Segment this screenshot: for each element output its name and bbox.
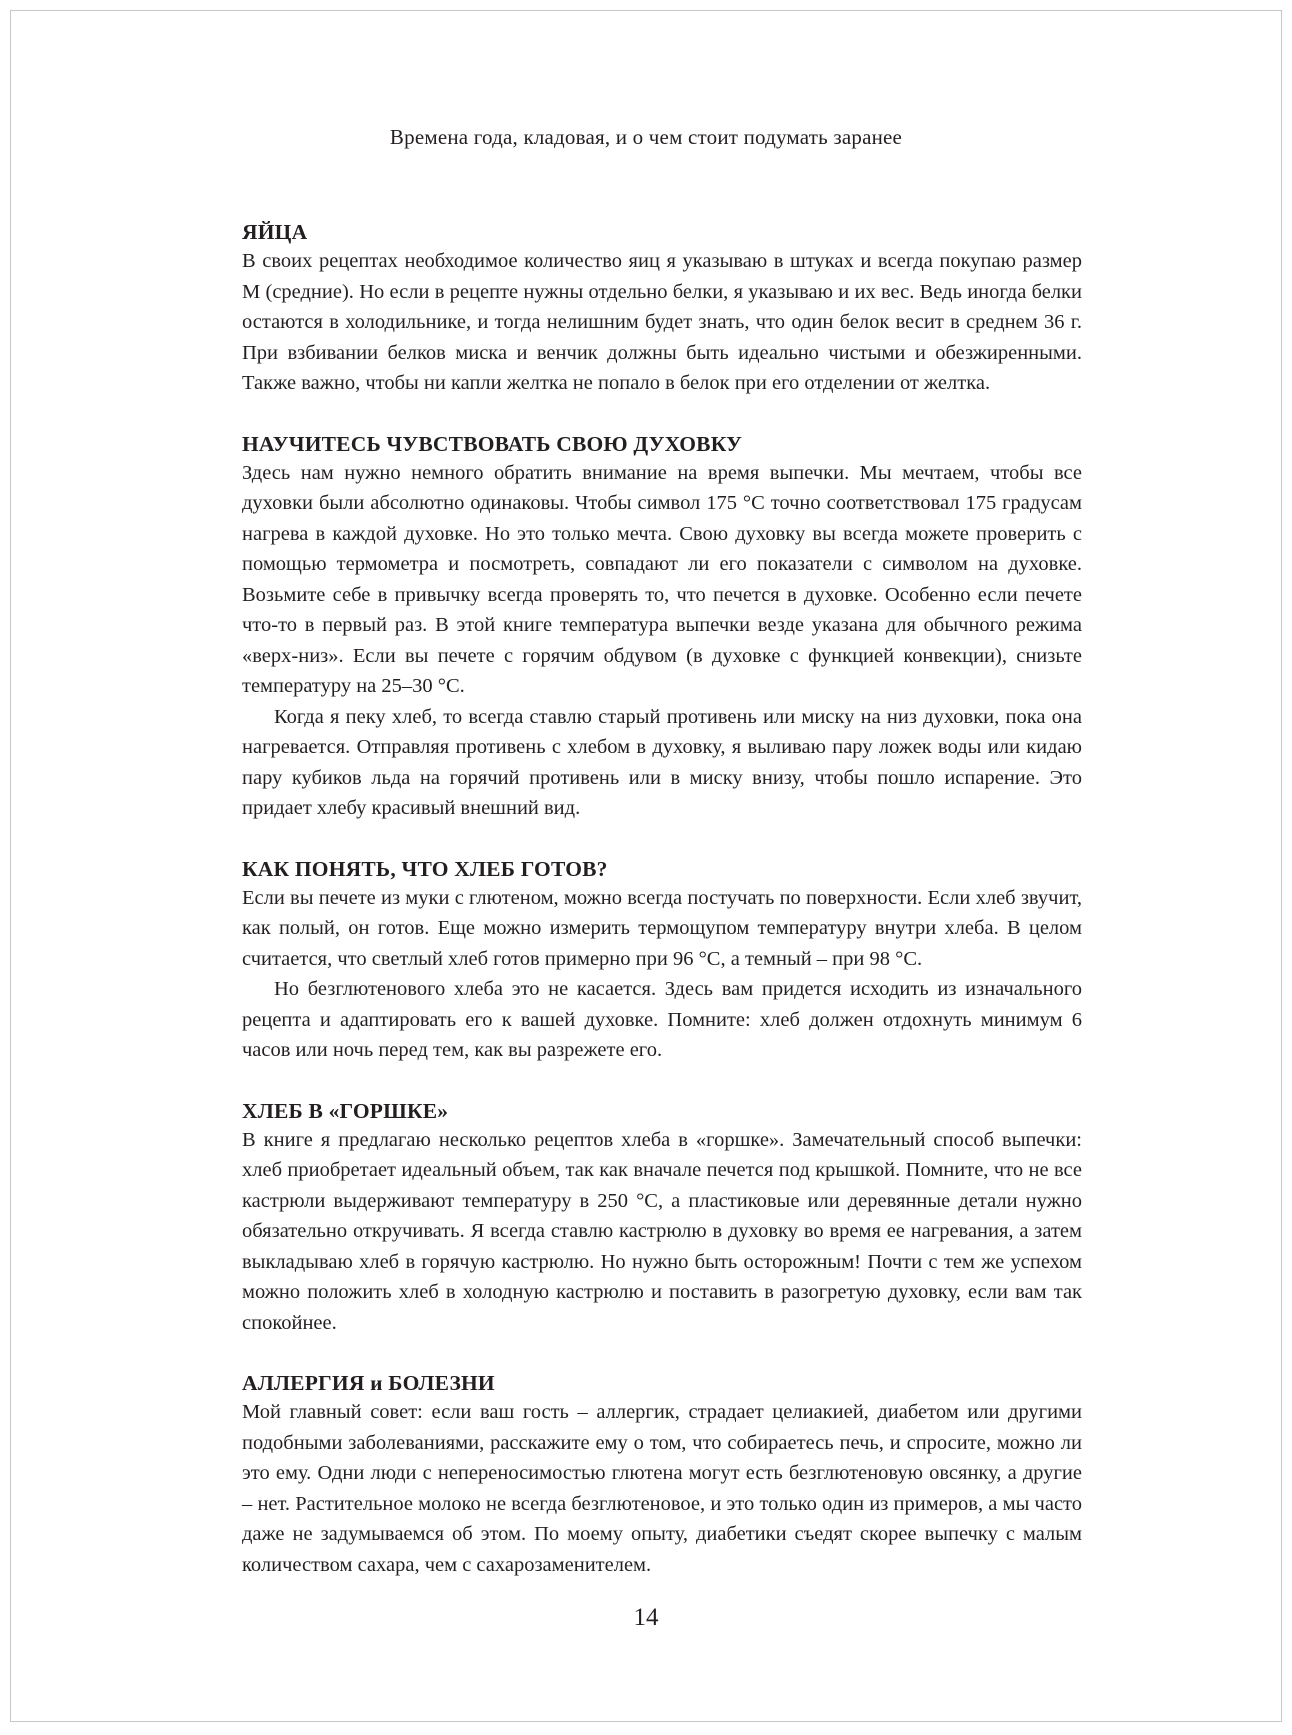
section-allergies bbox=[242, 1369, 1082, 1580]
section-heading: КАК ПОНЯТЬ, ЧТО ХЛЕБ ГОТОВ? bbox=[242, 856, 608, 881]
paragraph: Когда я пеку хлеб, то всегда ставлю старый противень или миску на низ духовки, пока она нагревается. Отправляя противень с хлебом в духовку, я выливаю пару ложек воды или кидаю пару кубиков льда на горячий противень или в миску внизу, чтобы пошло испарение. Это придает хлебу красивый внешний вид. bbox=[242, 705, 1082, 819]
section-heading: АЛЛЕРГИЯ и БОЛЕЗНИ bbox=[242, 1371, 495, 1395]
section-heading: ЯЙЦА bbox=[242, 220, 308, 244]
section-pot-bread bbox=[242, 1097, 1082, 1339]
section-heading: ХЛЕБ В «ГОРШКЕ» bbox=[242, 1098, 449, 1123]
section-heading: НАУЧИТЕСЬ ЧУВСТВОВАТЬ СВОЮ ДУХОВКУ bbox=[242, 431, 743, 456]
paragraph: Здесь нам нужно немного обратить внимание на время выпечки. Мы мечтаем, чтобы все духовки были абсолютно одинаковы. Чтобы символ 175 °C точно соответствовал 175 градусам нагрева в каждой духовке. Но это только мечта. Свою духовку вы всегда можете проверить с помощью термометра и посмотреть, совпадают ли его показатели с символом на духовке. Возьмите себе в привычку всегда проверять то, что печется в духовке. Особенно если печете что-то в первый раз. В этой книге температура выпечки везде указана для обычного режима «верх-низ». Если вы печете с горячим обдувом (в духовке с функцией конвекции), снизьте температуру на 25–30 °C. bbox=[242, 461, 1082, 697]
section-eggs bbox=[242, 218, 1082, 399]
page-body bbox=[242, 218, 1082, 1611]
paragraph: Мой главный совет: если ваш гость – аллергик, страдает целиакией, диабетом или другими подобными заболеваниями, расскажите ему о том, что собираетесь печь, и спросите, можно ли это ему. Одни люди с непереносимостью глютена могут есть безглютеновую овсянку, а другие – нет. Растительное молоко не всегда безглютеновое, и это только один из примеров, а мы часто даже не задумываемся об этом. По моему опыту, диабетики съедят скорее выпечку с малым количеством сахара, чем с сахарозаменителем. bbox=[242, 1401, 1082, 1576]
paragraph: Если вы печете из муки с глютеном, можно всегда постучать по поверхности. Если хлеб звучит, как полый, он готов. Еще можно измерить термощупом температуру внутри хлеба. В целом считается, что светлый хлеб готов примерно при 96 °C, а темный – при 98 °C. bbox=[242, 886, 1082, 970]
section-oven bbox=[242, 430, 1082, 824]
section-bread-ready bbox=[242, 855, 1082, 1066]
page-number: 14 bbox=[633, 1604, 659, 1631]
running-head: Времена года, кладовая, и о чем стоит подумать заранее bbox=[389, 125, 903, 149]
paragraph: Но безглютенового хлеба это не касается. Здесь вам придется исходить из изначального рецепта и адаптировать его к вашей духовке. Помните: хлеб должен отдохнуть минимум 6 часов или ночь перед тем, как вы разрежете его. bbox=[242, 978, 1082, 1061]
paragraph: В книге я предлагаю несколько рецептов хлеба в «горшке». Замечательный способ выпечки: хлеб приобретает идеальный объем, так как вначале печется под крышкой. Помните, что не все кастрюли выдерживают температуру в 250 °C, а пластиковые или деревянные детали нужно обязательно откручивать. Я всегда ставлю кастрюлю в духовку во время ее нагревания, а затем выкладываю хлеб в горячую кастрюлю. Но нужно быть осторожным! Почти с тем же успехом можно положить хлеб в холодную кастрюлю и поставить в разогретую духовку, если вам так спокойнее. bbox=[242, 1128, 1082, 1334]
paragraph: В своих рецептах необходимое количество яиц я указываю в штуках и всегда покупаю размер M (средние). Но если в рецепте нужны отдельно белки, я указываю и их вес. Ведь иногда белки остаются в холодильнике, и тогда нелишним будет знать, что один белок весит в среднем 36 г. При взбивании белков миска и венчик должны быть идеально чистыми и обезжиренными. Также важно, чтобы ни капли желтка не попало в белок при его отделении от желтка. bbox=[242, 250, 1082, 394]
